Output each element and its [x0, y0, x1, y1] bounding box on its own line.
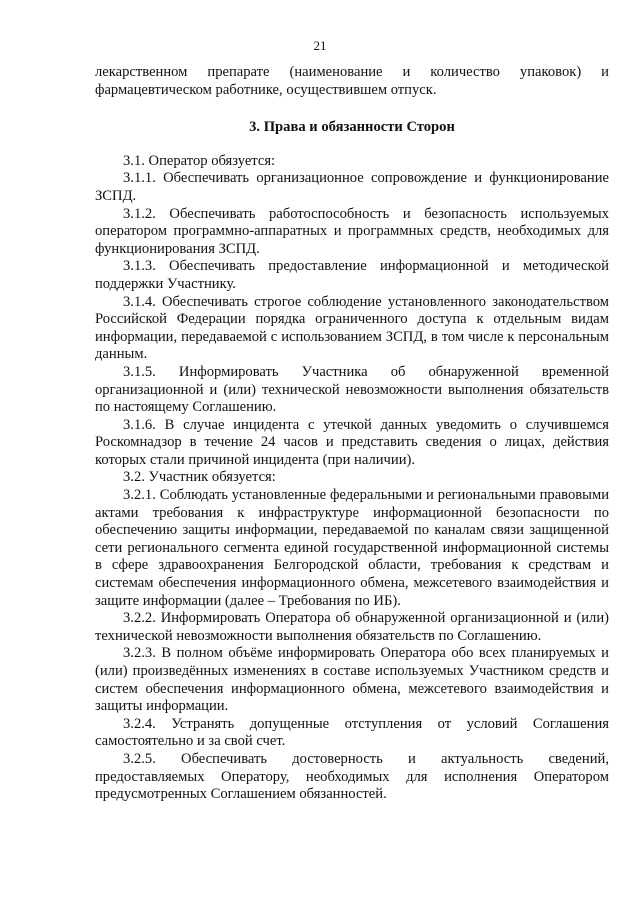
paragraph-3-1-4: 3.1.4. Обеспечивать строгое соблюдение установленного законодательством Российской Федерации порядка ограниченного доступа к отдельным видам информации, передаваемой с использованием ЗСПД, в том числе к персональным данным.	[95, 293, 609, 363]
paragraph-3-2-3: 3.2.3. В полном объёме информировать Оператора обо всех планируемых и (или) произведённых изменениях в составе используемых Участником средств и систем обеспечения информационного обмена, межсетевого взаимодействия и защиты информации.	[95, 645, 609, 715]
paragraph-3-1-6: 3.1.6. В случае инцидента с утечкой данных уведомить о случившемся Роскомнадзор в течение 24 часов и представить сведения о лицах, действия которых стали причиной инцидента (при наличии).	[95, 416, 609, 468]
page-number: 21	[313, 38, 327, 53]
paragraph-3-1-5: 3.1.5. Информировать Участника об обнаруженной временной организационной и (или) технической невозможности выполнения обязательств по настоящему Соглашению.	[95, 363, 609, 416]
paragraph-3-2-2: 3.2.2. Информировать Оператора об обнаруженной организационной и (или) технической невозможности выполнения обязательств по Соглашению.	[95, 610, 609, 644]
paragraph-3-1-1: 3.1.1. Обеспечивать организационное сопровождение и функционирование ЗСПД.	[95, 170, 609, 204]
intro-paragraph: лекарственном препарате (наименование и количество упаковок) и фармацевтическом работнике, осуществившем отпуск.	[95, 64, 609, 98]
document-body	[95, 64, 609, 804]
paragraph-3-1-2: 3.1.2. Обеспечивать работоспособность и безопасность используемых оператором программно-аппаратных и программных средств, необходимых для функционирования ЗСПД.	[95, 205, 609, 257]
paragraph-3-2-1: 3.2.1. Соблюдать установленные федеральными и региональными правовыми актами требования к инфраструктуре информационной безопасности по обеспечению защиты информации, передаваемой по каналам связи защищенной сети регионального сегмента единой государственной информационной системы в сфере здравоохранения Белгородской области, требования к средствам и системам обеспечения информационного обмена, межсетевого взаимодействия и защите информации (далее – Требования по ИБ).	[95, 487, 609, 609]
paragraph-3-2: 3.2. Участник обязуется:	[123, 469, 276, 486]
paragraph-3-1-3: 3.1.3. Обеспечивать предоставление информационной и методической поддержки Участнику.	[95, 258, 609, 292]
paragraph-3-2-5: 3.2.5. Обеспечивать достоверность и актуальность сведений, предоставляемых Оператору, необходимых для исполнения Оператором предусмотренных Соглашением обязанностей.	[95, 750, 609, 803]
section-title: 3. Права и обязанности Сторон	[249, 119, 455, 136]
paragraph-3-1: 3.1. Оператор обязуется:	[123, 152, 276, 169]
paragraph-3-2-4: 3.2.4. Устранять допущенные отступления от условий Соглашения самостоятельно и за свой счет.	[95, 715, 609, 750]
